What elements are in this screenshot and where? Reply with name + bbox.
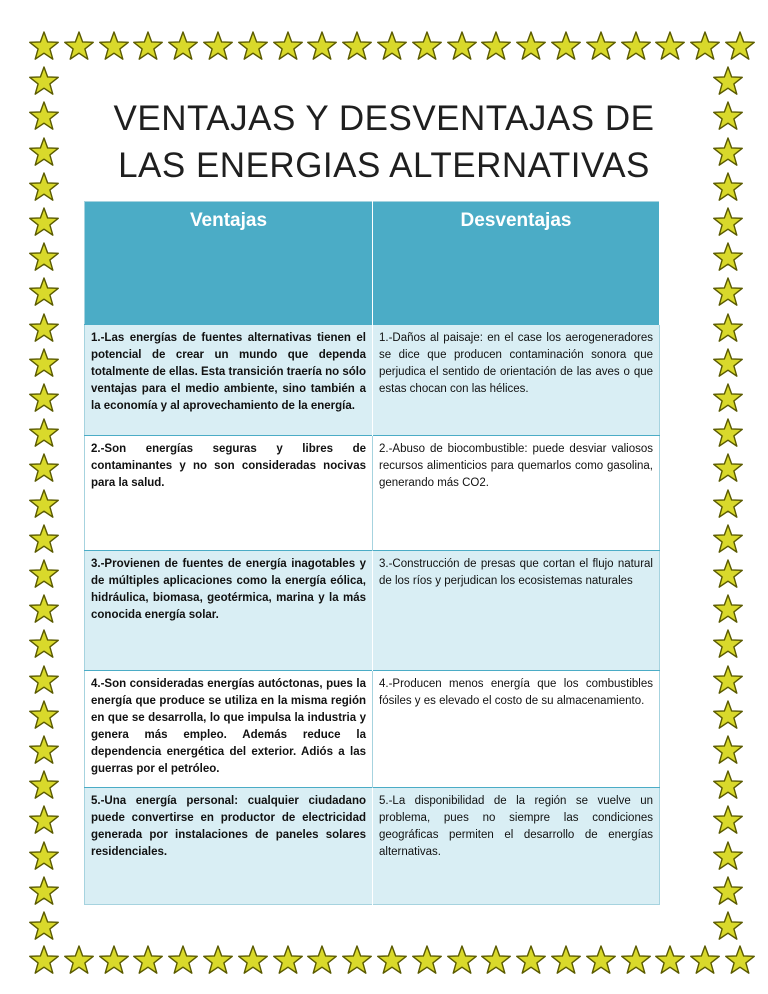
star-icon	[28, 699, 60, 731]
star-icon	[63, 30, 95, 62]
star-icon	[376, 944, 408, 976]
star-icon	[28, 382, 60, 414]
star-icon	[654, 30, 686, 62]
star-icon	[712, 558, 744, 590]
star-icon	[63, 944, 95, 976]
table-row	[85, 671, 660, 788]
table-row	[85, 436, 660, 551]
star-icon	[712, 840, 744, 872]
ventaja-cell: 5.-Una energía personal: cualquier ciudadano puede convertirse en productor de electricidad generada por instalaciones de paneles solares residenciales.	[85, 788, 373, 905]
star-icon	[28, 241, 60, 273]
star-icon	[28, 558, 60, 590]
star-icon	[712, 664, 744, 696]
table-row	[85, 325, 660, 436]
star-icon	[272, 944, 304, 976]
star-icon	[28, 171, 60, 203]
star-icon	[550, 30, 582, 62]
star-icon	[515, 30, 547, 62]
star-icon	[28, 944, 60, 976]
star-icon	[306, 30, 338, 62]
star-icon	[712, 488, 744, 520]
star-icon	[654, 944, 686, 976]
star-icon	[237, 944, 269, 976]
star-icon	[712, 593, 744, 625]
desventaja-cell: 1.-Daños al paisaje: en el case los aerogeneradores se dice que producen contaminación sonora que perjudica el sentido de orientación de las aves o que estas chocan con las hélices.	[373, 325, 660, 436]
star-icon	[712, 769, 744, 801]
star-icon	[712, 417, 744, 449]
star-icon	[712, 910, 744, 942]
star-icon	[712, 241, 744, 273]
star-icon	[620, 30, 652, 62]
desventaja-cell: 3.-Construcción de presas que cortan el flujo natural de los ríos y perjudican los ecosistemas naturales	[373, 551, 660, 671]
star-icon	[712, 276, 744, 308]
star-icon	[446, 30, 478, 62]
star-icon	[585, 30, 617, 62]
star-icon	[28, 593, 60, 625]
star-icon	[28, 30, 60, 62]
star-icon	[480, 944, 512, 976]
table-row	[85, 551, 660, 671]
star-icon	[28, 734, 60, 766]
star-icon	[28, 523, 60, 555]
star-icon	[28, 840, 60, 872]
star-icon	[724, 944, 756, 976]
star-icon	[712, 171, 744, 203]
star-icon	[712, 734, 744, 766]
star-icon	[620, 944, 652, 976]
star-icon	[28, 804, 60, 836]
star-icon	[28, 452, 60, 484]
star-icon	[712, 100, 744, 132]
star-icon	[341, 30, 373, 62]
ventaja-cell: 2.-Son energías seguras y libres de contaminantes y no son consideradas nocivas para la salud.	[85, 436, 373, 551]
star-icon	[28, 875, 60, 907]
star-icon	[272, 30, 304, 62]
star-icon	[28, 664, 60, 696]
desventaja-cell: 2.-Abuso de biocombustible: puede desviar valiosos recursos alimenticios para quemarlos como gasolina, generando más CO2.	[373, 436, 660, 551]
star-icon	[167, 30, 199, 62]
star-icon	[712, 382, 744, 414]
star-icon	[132, 30, 164, 62]
star-icon	[98, 944, 130, 976]
star-icon	[28, 136, 60, 168]
star-icon	[167, 944, 199, 976]
star-icon	[689, 944, 721, 976]
star-icon	[712, 628, 744, 660]
star-icon	[28, 628, 60, 660]
star-icon	[446, 944, 478, 976]
star-icon	[712, 699, 744, 731]
page-title: VENTAJAS Y DESVENTAJAS DE LAS ENERGIAS ALTERNATIVAS	[113, 99, 655, 185]
header-desventajas: Desventajas	[373, 202, 660, 325]
star-icon	[237, 30, 269, 62]
comparison-table	[84, 201, 660, 905]
star-icon	[306, 944, 338, 976]
star-icon	[689, 30, 721, 62]
star-icon	[28, 276, 60, 308]
star-icon	[480, 30, 512, 62]
table-header-row	[85, 202, 660, 325]
star-icon	[712, 347, 744, 379]
star-icon	[341, 944, 373, 976]
star-icon	[28, 206, 60, 238]
ventaja-cell: 1.-Las energías de fuentes alternativas tienen el potencial de crear un mundo que dependa totalmente de ellas. Esta transición traería no sólo ventajas para el medio ambiente, sino también a la economía y al aprovechamiento de la energía.	[85, 325, 373, 436]
ventaja-cell: 4.-Son consideradas energías autóctonas, pues la energía que produce se utiliza en la misma región en que se desarrolla, lo que impulsa la industria y genera más empleo. Además reduce la dependencia energética del exterior. Adiós a las guerras por el petróleo.	[85, 671, 373, 788]
star-icon	[724, 30, 756, 62]
star-icon	[712, 452, 744, 484]
star-icon	[712, 312, 744, 344]
star-icon	[712, 65, 744, 97]
star-icon	[712, 136, 744, 168]
star-icon	[550, 944, 582, 976]
star-icon	[712, 875, 744, 907]
star-icon	[28, 769, 60, 801]
star-icon	[202, 944, 234, 976]
star-icon	[411, 30, 443, 62]
star-icon	[712, 206, 744, 238]
star-icon	[28, 347, 60, 379]
star-icon	[28, 488, 60, 520]
star-icon	[28, 910, 60, 942]
star-icon	[376, 30, 408, 62]
star-icon	[28, 312, 60, 344]
ventaja-cell: 3.-Provienen de fuentes de energía inagotables y de múltiples aplicaciones como la energía eólica, hidráulica, biomasa, geotérmica, marina y la más conocida energía solar.	[85, 551, 373, 671]
star-icon	[411, 944, 443, 976]
star-icon	[132, 944, 164, 976]
star-icon	[712, 523, 744, 555]
header-ventajas: Ventajas	[85, 202, 373, 325]
star-icon	[712, 804, 744, 836]
star-icon	[98, 30, 130, 62]
star-icon	[28, 417, 60, 449]
desventaja-cell: 5.-La disponibilidad de la región se vuelve un problema, pues no siempre las condiciones geográficas permiten el desarrollo de energías alternativas.	[373, 788, 660, 905]
desventaja-cell: 4.-Producen menos energía que los combustibles fósiles y es elevado el costo de su almacenamiento.	[373, 671, 660, 788]
star-icon	[28, 100, 60, 132]
star-icon	[28, 65, 60, 97]
star-icon	[585, 944, 617, 976]
star-icon	[515, 944, 547, 976]
star-icon	[202, 30, 234, 62]
table-row	[85, 788, 660, 905]
